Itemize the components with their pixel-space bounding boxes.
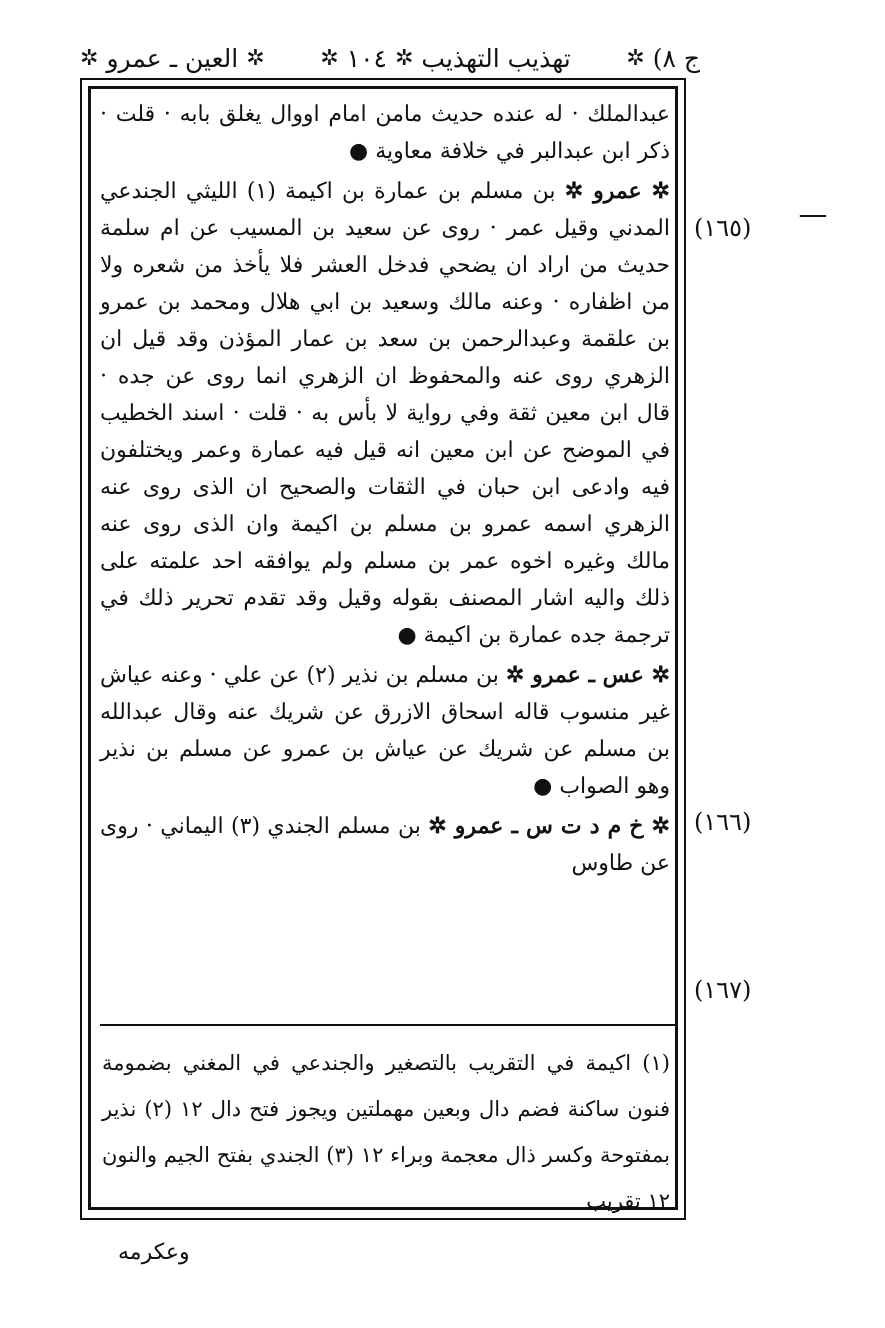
page-header: [80, 38, 700, 78]
header-name: عمرو: [106, 43, 162, 73]
page-number: ١٠٤: [346, 43, 387, 73]
footnotes: (١) اكيمة في التقريب بالتصغير والجندعي في المغني بضمومة فنون ساكنة فضم دال وبعين مهملتين ويجوز فتح دال ١٢ (٢) نذير بمفتوحة وكسر ذال معجمة وبراء ١٢ (٣) الجندي بفتح الجيم والنون ١٢ تقريب: [102, 1051, 670, 1213]
header-title-group: [320, 44, 571, 73]
header-volume-group: [626, 44, 700, 73]
entry-body: عبدالملك · له عنده حديث مامن امام اووال يغلق بابه · قلت · ذكر ابن عبدالبر في خلافة معاوية ●: [100, 102, 670, 164]
entry-head: ✲ عس ـ عمرو ✲: [505, 662, 670, 688]
entry-text: [100, 96, 670, 170]
margin-mark: ــــ: [800, 198, 826, 223]
entry-text: [100, 173, 670, 654]
entry-number: (١٦٥): [694, 214, 752, 242]
header-section: العين: [185, 43, 239, 73]
catchword: وعكرمه: [118, 1240, 190, 1265]
entry-number: (١٦٦): [694, 808, 752, 836]
entry-number: (١٦٧): [694, 976, 752, 1004]
ornament-star-icon: ✲: [80, 45, 99, 71]
header-separator: ـ: [169, 43, 178, 73]
entry-text: [100, 808, 670, 882]
ornament-star-icon: ✲: [394, 45, 414, 71]
entry-text: [100, 657, 670, 805]
ornament-star-icon: ✲: [320, 45, 339, 71]
main-text: [100, 96, 670, 885]
ornament-star-icon: ✲: [246, 45, 265, 71]
header-section-group: [80, 44, 265, 73]
entry-body: بن مسلم بن عمارة بن اكيمة (١) الليثي الجندعي المدني وقيل عمر · روى عن سعيد بن المسيب عن ام سلمة حديث من اراد ان يضحي فدخل العشر فلا يأخذ من شعره ولا من اظفاره · وعنه مالك وسعيد بن ابي هلال ومحمد بن عمرو بن علقمة وعبدالرحمن بن سعد بن عمار المؤذن وقد قيل ان الزهري روى عنه والمحفوظ ان الزهري انما روى عن جده · قال ابن معين ثقة وفي رواية لا بأس به · قلت · اسند الخطيب في الموضح عن ابن معين انه قيل فيه عمارة وعمر ويختلفون فيه وادعى ابن حبان في الثقات والصحيح ان الذى روى عنه الزهري اسمه عمرو بن مسلم بن اكيمة وان الذى روى عنه مالك وغيره اخوه عمر بن مسلم ولم يوافقه احد علمته على ذلك واليه اشار المصنف بقوله وقيل وقد تقدم تحرير ذلك في ترجمة جده عمارة بن اكيمة ●: [100, 179, 670, 648]
header-volume: ج ٨): [652, 43, 700, 73]
footnote-divider: [100, 1024, 678, 1026]
entry-body: بن مسلم الجندي (٣) اليماني · روى عن طاوس: [100, 814, 670, 876]
header-title: تهذيب التهذيب: [421, 43, 571, 73]
ornament-star-icon: ✲: [626, 45, 645, 71]
entry-body: بن مسلم بن نذير (٢) عن علي · وعنه عياش غير منسوب قاله اسحاق الازرق عن شريك عنه وقال عبدالله بن مسلم عن شريك عن عياش بن عمرو عن مسلم بن نذير وهو الصواب ●: [100, 663, 671, 799]
entry-head: ✲ خ م د ت س ـ عمرو ✲: [428, 813, 670, 839]
entry-head: ✲ عمرو ✲: [564, 178, 670, 204]
